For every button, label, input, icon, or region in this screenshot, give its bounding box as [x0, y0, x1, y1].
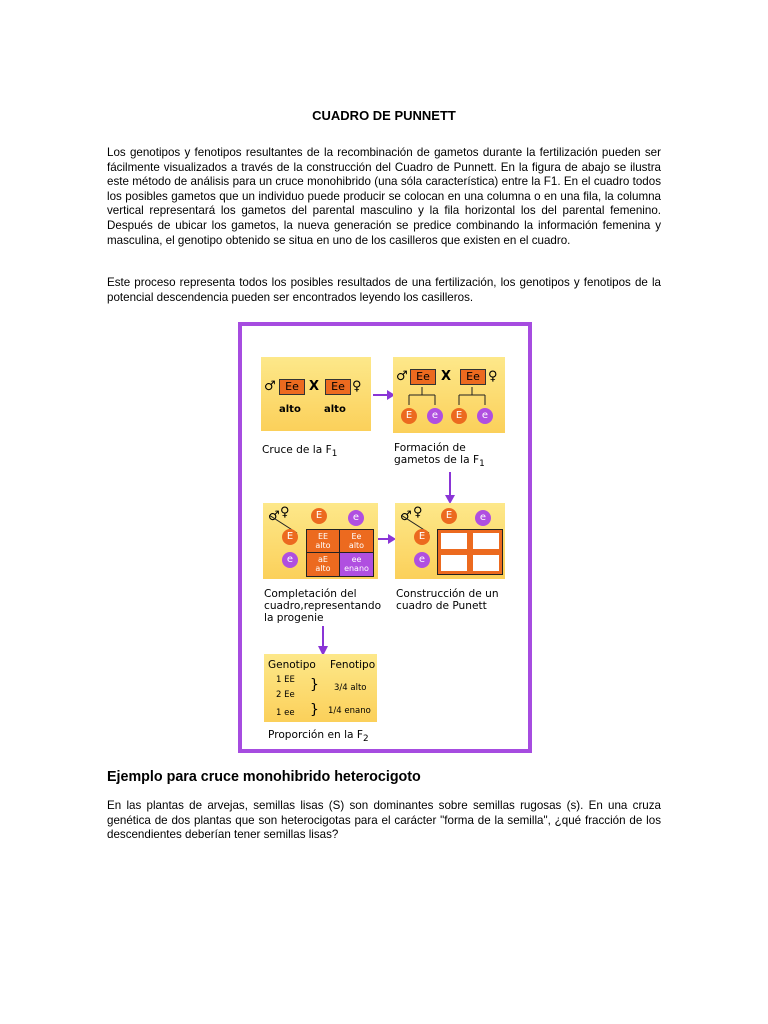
gamete-dominant: E — [401, 408, 417, 424]
punnett-figure — [238, 322, 532, 753]
male-icon: ♂ — [268, 509, 280, 524]
page-title: CUADRO DE PUNNETT — [312, 108, 456, 123]
gamete-recessive: e — [282, 552, 298, 568]
cell-ee-het: Ee alto — [340, 530, 373, 553]
step4-card — [395, 503, 505, 579]
arrow-left-icon — [378, 534, 396, 544]
gamete-recessive: e — [348, 510, 364, 526]
step2-card — [393, 357, 505, 433]
gamete-recessive: e — [475, 510, 491, 526]
punnett-grid-filled — [306, 529, 374, 577]
step3-card — [263, 503, 378, 579]
gamete-recessive: e — [477, 408, 493, 424]
gamete-recessive: e — [414, 552, 430, 568]
phenotype-header: Fenotipo — [330, 659, 376, 671]
male-icon: ♂ — [396, 369, 408, 384]
step4-caption: Construcción de un cuadro de Punett — [396, 588, 499, 612]
step3-caption: Completación del cuadro,representando la progenie — [264, 588, 382, 624]
cross-symbol: X — [441, 369, 452, 384]
cell-ee-rec: ee enano — [340, 553, 373, 576]
female-icon: ♀ — [352, 379, 362, 394]
step1-caption: Cruce de la $F_1$ — [262, 444, 338, 460]
phenotype-ratio: 1/4 enano — [328, 706, 371, 716]
cell-ee-dom: EE alto — [307, 530, 340, 553]
arrow-down-icon — [318, 626, 328, 656]
parent-genotype-box: Ee — [279, 379, 305, 395]
gamete-dominant: E — [414, 529, 430, 545]
arrow-down-icon — [445, 472, 455, 504]
arrow-right-icon — [373, 390, 395, 400]
intro-paragraph: Los genotipos y fenotipos resultantes de la recombinación de gametos durante la fertilización pueden ser fácilmente visualizados a través de la construcción del Cuadro de Punnett. En la figura de abajo se ilustra este método de análisis para un cruce monohibrido (una sóla característica) entre la F1. En el cuadro todos los posibles gametos que un individuo puede producir se colocan en una columna o en una fila, la columna vertical representará los gametos del parental masculino y la fila horizontal los del parental femenino. Después de ubicar los gametos, la nueva generación se predice combinando la información femenina y masculina, el genotipo obtenido se situa en uno de los casilleros que existen en el cuadro. — [107, 146, 661, 247]
gamete-recessive: e — [427, 408, 443, 424]
step5-card — [264, 654, 377, 722]
phenotype-ratio: 3/4 alto — [334, 683, 367, 693]
gamete-dominant: E — [451, 408, 467, 424]
phenotype-label: alto — [279, 404, 301, 415]
female-icon: ♀ — [280, 505, 290, 520]
phenotype-label: alto — [324, 404, 346, 415]
genotype-header: Genotipo — [268, 659, 316, 671]
section-heading: Ejemplo para cruce monohibrido heterocigoto — [107, 769, 421, 785]
step5-caption: Proporción en la $F_2$ — [268, 729, 369, 745]
cell-ae-het: aE alto — [307, 553, 340, 576]
genotype-row: 2 Ee — [276, 690, 295, 700]
male-icon: ♂ — [264, 379, 276, 394]
step1-card — [261, 357, 371, 431]
gamete-dominant: E — [441, 508, 457, 524]
gamete-dominant: E — [282, 529, 298, 545]
example-paragraph: En las plantas de arvejas, semillas lisas (S) son dominantes sobre semillas rugosas (s). En una cruza genética de dos plantas que son heterocigotas para el carácter "forma de la semilla", ¿qué fracción de los descendientes deberían tener semillas lisas? — [107, 799, 661, 842]
genotype-row: 1 ee — [276, 708, 295, 718]
cross-symbol: X — [309, 379, 320, 394]
brace: } — [310, 677, 319, 693]
parent-genotype-box: Ee — [325, 379, 351, 395]
female-icon: ♀ — [488, 369, 498, 384]
female-icon: ♀ — [413, 505, 423, 520]
genotype-row: 1 EE — [276, 675, 295, 685]
parent-genotype-box: Ee — [410, 369, 436, 385]
step2-caption: Formación de gametos de la $F_1$ — [394, 442, 485, 470]
gamete-dominant: E — [311, 508, 327, 524]
male-icon: ♂ — [400, 509, 412, 524]
punnett-grid-empty — [437, 529, 503, 575]
brace: } — [310, 702, 319, 718]
gamete-branches — [393, 385, 505, 407]
process-paragraph: Este proceso representa todos los posibles resultados de una fertilización, los genotipos y fenotipos de la potencial descendencia pueden ser encontrados leyendo los casilleros. — [107, 276, 661, 304]
parent-genotype-box: Ee — [460, 369, 486, 385]
